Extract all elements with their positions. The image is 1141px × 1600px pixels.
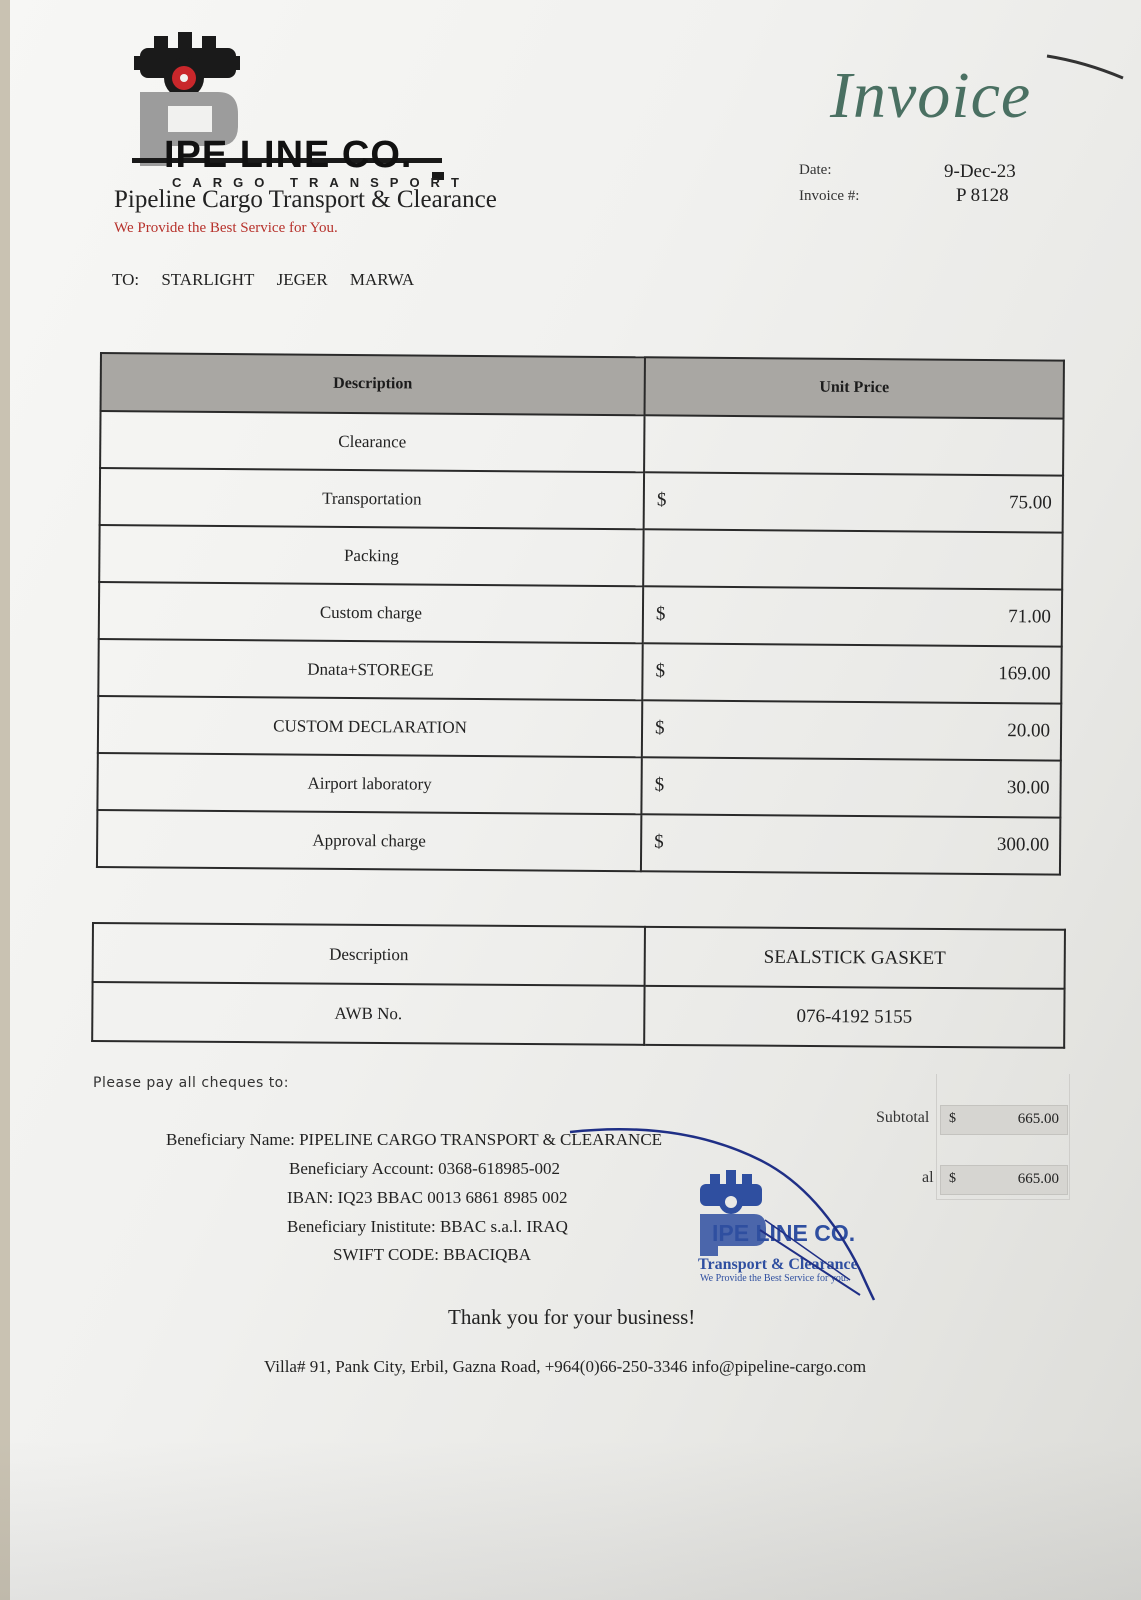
item-price-cell	[643, 529, 1062, 589]
subtotal-label: Subtotal	[876, 1109, 930, 1126]
item-currency: $	[654, 774, 665, 796]
awb-number: 076-4192 5155	[644, 986, 1064, 1048]
recipient-name: MARWA	[349, 270, 415, 289]
item-description: Packing	[99, 525, 643, 586]
table-row	[99, 582, 1062, 647]
item-currency: $	[656, 489, 667, 511]
column-header-description: Description	[101, 353, 645, 415]
item-amount: 71.00	[1008, 606, 1052, 628]
recipient-label: TO:	[112, 270, 140, 289]
item-currency: $	[654, 717, 665, 739]
item-amount: 30.00	[1006, 777, 1050, 799]
payment-heading: Please pay all cheques to:	[93, 1075, 289, 1091]
table-header-row	[101, 353, 1064, 419]
info-label: AWB No.	[92, 982, 644, 1045]
shadow-overlay	[0, 1440, 1141, 1600]
date-value: 9-Dec-23	[944, 161, 1016, 182]
item-amount: 20.00	[1007, 720, 1051, 742]
item-amount: 75.00	[1009, 492, 1052, 514]
date-label: Date:	[799, 162, 832, 178]
company-logo	[132, 30, 470, 205]
beneficiary-name: Beneficiary Name: PIPELINE CARGO TRANSPORT & CLEARANCE	[166, 1130, 663, 1149]
pen-mark-icon	[1045, 50, 1125, 82]
logo-subtitle: CARGO TRANSPORT	[172, 175, 470, 190]
item-price-cell	[644, 415, 1063, 475]
stamp-tagline: We Provide the Best Service for you.	[700, 1273, 849, 1284]
item-currency: $	[654, 831, 664, 853]
item-description: Dnata+STOREGE	[98, 639, 642, 700]
invoice-title: Invoice	[830, 59, 1032, 132]
item-description: Transportation	[100, 468, 644, 529]
beneficiary-account: Beneficiary Account: 0368-618985-002	[289, 1159, 560, 1178]
info-value: SEALSTICK GASKET	[645, 927, 1065, 989]
total-cell	[940, 1165, 1068, 1195]
paper-edge	[0, 0, 10, 1600]
info-label: Description	[93, 923, 645, 986]
table-row	[100, 468, 1063, 533]
company-tagline: We Provide the Best Service for You.	[114, 220, 338, 236]
invoice-number-value: P 8128	[956, 185, 1009, 206]
stamp-wordmark: IPE LINE CO.	[712, 1220, 856, 1246]
item-description: Approval charge	[97, 810, 641, 871]
item-description: CUSTOM DECLARATION	[98, 696, 642, 757]
beneficiary-institute: Beneficiary Inistitute: BBAC s.a.l. IRAQ	[287, 1217, 568, 1236]
shipment-info-table	[91, 922, 1066, 1049]
item-currency: $	[655, 603, 666, 625]
item-price-cell	[643, 586, 1062, 646]
swift-code: SWIFT CODE: BBACIQBA	[333, 1245, 532, 1264]
total-label: al	[922, 1169, 934, 1186]
signature-stroke	[560, 1120, 900, 1310]
company-name: Pipeline Cargo Transport & Clearance	[114, 186, 497, 213]
thank-you-note: Thank you for your business!	[448, 1305, 696, 1329]
subtotal-amount: 665.00	[1017, 1111, 1059, 1127]
company-address: Villa# 91, Pank City, Erbil, Gazna Road, +964(0)66-250-3346 info@pipeline-cargo.com	[264, 1357, 867, 1376]
item-price-cell	[644, 472, 1063, 532]
iban: IBAN: IQ23 BBAC 0013 6861 8985 002	[287, 1188, 568, 1207]
table-row	[98, 639, 1061, 704]
item-price-cell	[642, 700, 1061, 760]
table-row	[98, 696, 1061, 761]
recipient-name: JEGER	[276, 270, 328, 289]
item-amount: 300.00	[996, 834, 1050, 856]
table-row	[97, 753, 1060, 818]
item-price-cell	[642, 643, 1061, 703]
stamp-subtitle: Transport & Clearance	[698, 1256, 858, 1273]
item-description: Custom charge	[99, 582, 643, 643]
total-currency: $	[949, 1171, 956, 1186]
table-row	[100, 411, 1063, 476]
recipient-name: STARLIGHT	[161, 270, 255, 289]
table-row	[97, 810, 1060, 875]
total-amount: 665.00	[1017, 1171, 1059, 1187]
items-table	[96, 352, 1065, 876]
item-description: Clearance	[100, 411, 644, 472]
subtotal-currency: $	[949, 1111, 956, 1126]
subtotal-cell	[940, 1105, 1068, 1135]
item-amount: 169.00	[998, 663, 1051, 685]
recipient-line	[112, 270, 432, 290]
item-price-cell	[641, 757, 1060, 817]
logo-wordmark: IPE LINE CO.	[164, 134, 413, 176]
item-description: Airport laboratory	[97, 753, 641, 814]
item-currency: $	[655, 660, 666, 682]
table-row	[99, 525, 1062, 590]
invoice-number-label: Invoice #:	[799, 188, 860, 204]
table-row	[92, 982, 1064, 1048]
item-price-cell	[641, 814, 1060, 874]
table-row	[93, 923, 1065, 989]
column-header-unit-price: Unit Price	[645, 357, 1064, 418]
